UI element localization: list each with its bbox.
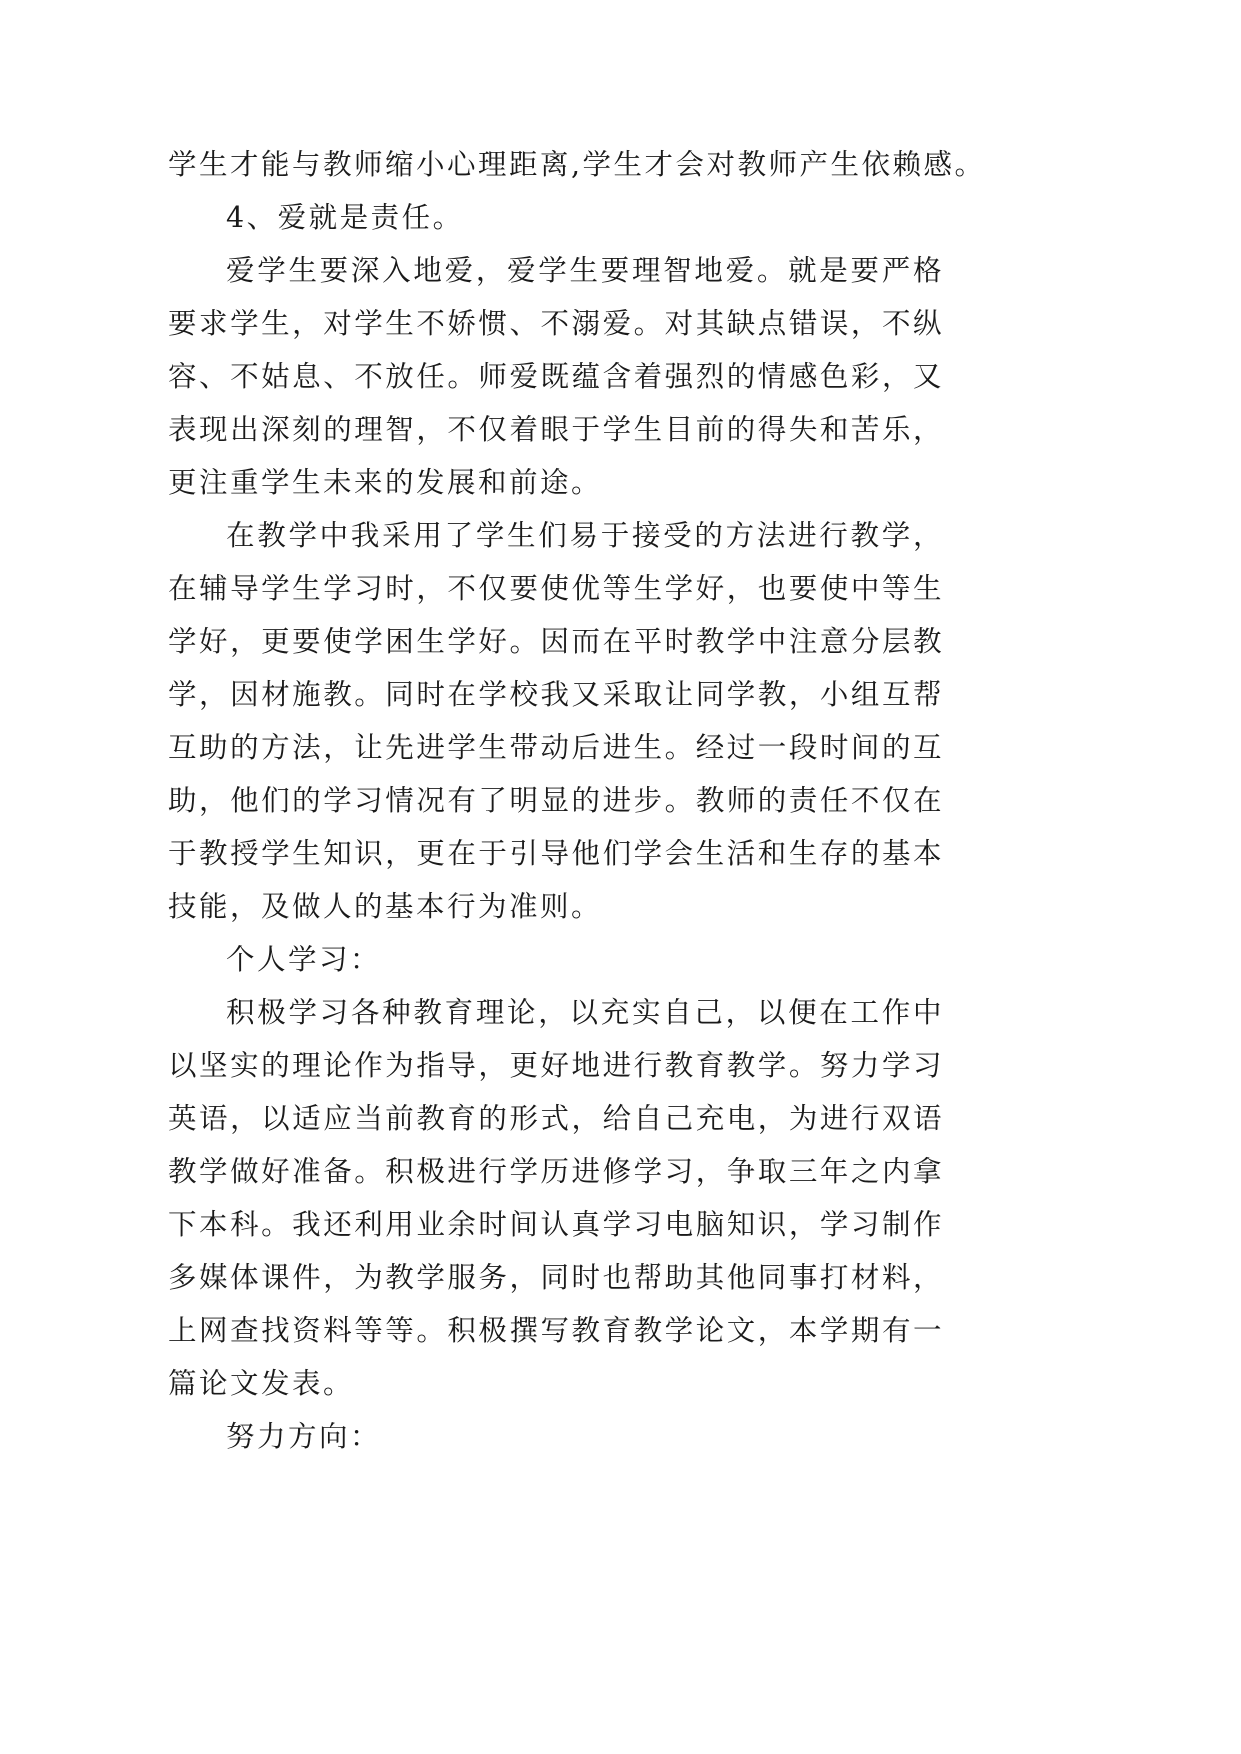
document-body <box>168 138 986 1463</box>
continuation-line: 学生才能与教师缩小心理距离,学生才会对教师产生依赖感。 <box>168 148 986 181</box>
heading-love-is-responsibility: 4、爱就是责任。 <box>226 201 464 234</box>
heading-personal-study: 个人学习： <box>226 943 382 976</box>
paragraph-teaching-methods: 在教学中我采用了学生们易于接受的方法进行教学，在辅导学生学习时，不仅要使优等生学好，也要使中等生学好，更要使学困生学好。因而在平时教学中注意分层教学，因材施教。同时在学校我又采取让同学教，小组互帮互助的方法，让先进学生带动后进生。经过一段时间的互助，他们的学习情况有了明显的进步。教师的责任不仅在于教授学生知识，更在于引导他们学会生活和生存的基本技能，及做人的基本行为准则。 <box>168 519 944 923</box>
heading-direction-of-effort: 努力方向： <box>226 1420 382 1453</box>
paragraph-strict-love: 爱学生要深入地爱，爱学生要理智地爱。就是要严格要求学生，对学生不娇惯、不溺爱。对其缺点错误，不纵容、不姑息、不放任。师爱既蕴含着强烈的情感色彩，又表现出深刻的理智，不仅着眼于学生目前的得失和苦乐，更注重学生未来的发展和前途。 <box>168 254 944 499</box>
paragraph-personal-study: 积极学习各种教育理论，以充实自己，以便在工作中以坚实的理论作为指导，更好地进行教育教学。努力学习英语，以适应当前教育的形式，给自己充电，为进行双语教学做好准备。积极进行学历进修学习，争取三年之内拿下本科。我还利用业余时间认真学习电脑知识，学习制作多媒体课件，为教学服务，同时也帮助其他同事打材料，上网查找资料等等。积极撰写教育教学论文，本学期有一篇论文发表。 <box>168 996 944 1400</box>
